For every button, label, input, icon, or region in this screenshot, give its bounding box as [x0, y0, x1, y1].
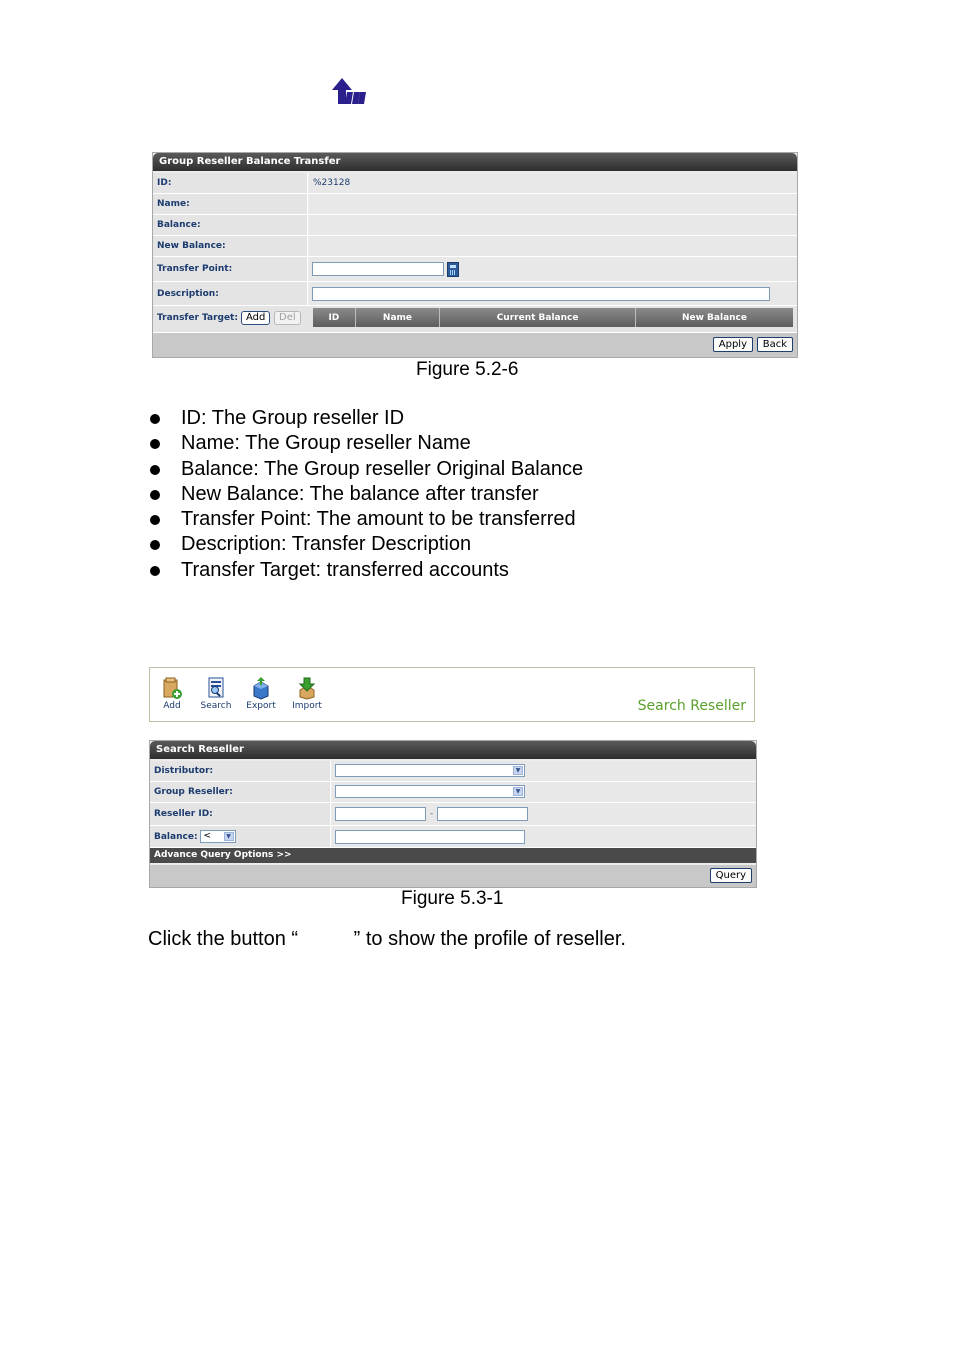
panel-footer [150, 865, 756, 887]
figure-caption: Figure 5.3-1 [401, 888, 504, 909]
instruction-text: Click the button “ ” to show the profile of reseller. [148, 928, 626, 950]
chevron-down-icon: ▼ [513, 787, 523, 796]
balance-value-cell [332, 826, 756, 847]
panel-title: Group Reseller Balance Transfer [153, 153, 797, 171]
col-new-balance: New Balance [681, 312, 747, 323]
add-folder-icon [161, 676, 183, 700]
description-label: Description: [153, 282, 308, 305]
transfer-point-row [153, 257, 797, 282]
description-cell [309, 282, 797, 305]
balance-operator-select[interactable] [200, 830, 236, 843]
new-balance-label: New Balance: [153, 236, 308, 256]
reseller-id-label: Reseller ID: [150, 803, 331, 825]
list-item: Transfer Target: transferred accounts [148, 558, 583, 583]
balance-label: Balance: [153, 215, 308, 235]
new-balance-row [153, 236, 797, 257]
field-description-list [148, 406, 583, 583]
list-item: ID: The Group reseller ID [148, 406, 583, 431]
search-document-icon [205, 676, 227, 700]
col-id: ID [313, 308, 356, 327]
reseller-toolbar [149, 667, 755, 722]
del-target-button[interactable]: Del [274, 311, 301, 325]
distributor-row [150, 761, 756, 782]
panel-footer [153, 333, 797, 357]
balance-search-label: Balance: [154, 831, 198, 842]
toolbar-search-button[interactable] [196, 676, 236, 711]
toolbar-export-label: Export [246, 701, 276, 711]
target-table-header [313, 308, 793, 327]
balance-search-row [150, 826, 756, 848]
description-input[interactable] [312, 287, 770, 301]
id-label: ID: [153, 173, 308, 193]
export-box-icon [250, 676, 272, 700]
list-item: Description: Transfer Description [148, 532, 583, 557]
distributor-label: Distributor: [150, 761, 331, 781]
toolbar-title: Search Reseller [637, 698, 746, 714]
distributor-cell [332, 761, 756, 781]
name-row [153, 194, 797, 215]
id-value: %23128 [309, 173, 797, 193]
balance-row [153, 215, 797, 236]
chevron-down-icon: ▼ [224, 832, 234, 841]
balance-value [309, 215, 797, 235]
panel-title: Search Reseller [150, 741, 756, 759]
transfer-target-label: Transfer Target: [157, 313, 238, 323]
balance-value-input[interactable] [335, 830, 525, 844]
description-row [153, 282, 797, 306]
toolbar-search-label: Search [200, 701, 232, 711]
group-reseller-label: Group Reseller: [150, 782, 331, 802]
range-separator: - [430, 809, 434, 819]
group-reseller-row [150, 782, 756, 803]
transfer-point-input[interactable] [312, 262, 444, 276]
apply-button[interactable]: Apply [713, 337, 753, 352]
group-reseller-select[interactable] [335, 785, 525, 798]
search-reseller-panel [149, 740, 757, 888]
add-target-button[interactable]: Add [241, 311, 270, 325]
group-reseller-cell [332, 782, 756, 802]
calculator-icon[interactable] [447, 262, 459, 277]
col-current-balance: Current Balance [440, 308, 636, 327]
balance-operator-value: < [203, 831, 212, 841]
list-item: New Balance: The balance after transfer [148, 482, 583, 507]
toolbar-import-label: Import [292, 701, 322, 711]
advance-query-options-link[interactable]: Advance Query Options >> [150, 848, 756, 863]
toolbar-import-button[interactable] [287, 676, 327, 711]
balance-search-label-cell [150, 826, 331, 847]
new-balance-value [309, 236, 797, 256]
list-item: Name: The Group reseller Name [148, 431, 583, 456]
chevron-down-icon: ▼ [513, 766, 523, 775]
import-arrow-icon [296, 676, 318, 700]
col-name: Name [356, 308, 440, 327]
distributor-select[interactable] [335, 764, 525, 777]
name-value [309, 194, 797, 214]
balance-transfer-panel [152, 152, 798, 358]
toolbar-add-button[interactable] [152, 676, 192, 711]
transfer-point-cell [309, 257, 797, 281]
company-logo [330, 76, 368, 108]
reseller-id-cell [332, 803, 756, 825]
transfer-target-row [153, 306, 797, 333]
name-label: Name: [153, 194, 308, 214]
id-row [153, 173, 797, 194]
reseller-id-to-input[interactable] [437, 807, 528, 821]
transfer-point-label: Transfer Point: [153, 257, 308, 281]
back-button[interactable]: Back [757, 337, 793, 352]
toolbar-add-label: Add [163, 701, 181, 711]
query-button[interactable]: Query [710, 868, 752, 883]
list-item: Balance: The Group reseller Original Balance [148, 457, 583, 482]
toolbar-export-button[interactable] [241, 676, 281, 711]
list-item: Transfer Point: The amount to be transferred [148, 507, 583, 532]
figure-caption: Figure 5.2-6 [416, 359, 519, 380]
reseller-id-from-input[interactable] [335, 807, 426, 821]
reseller-id-row [150, 803, 756, 826]
